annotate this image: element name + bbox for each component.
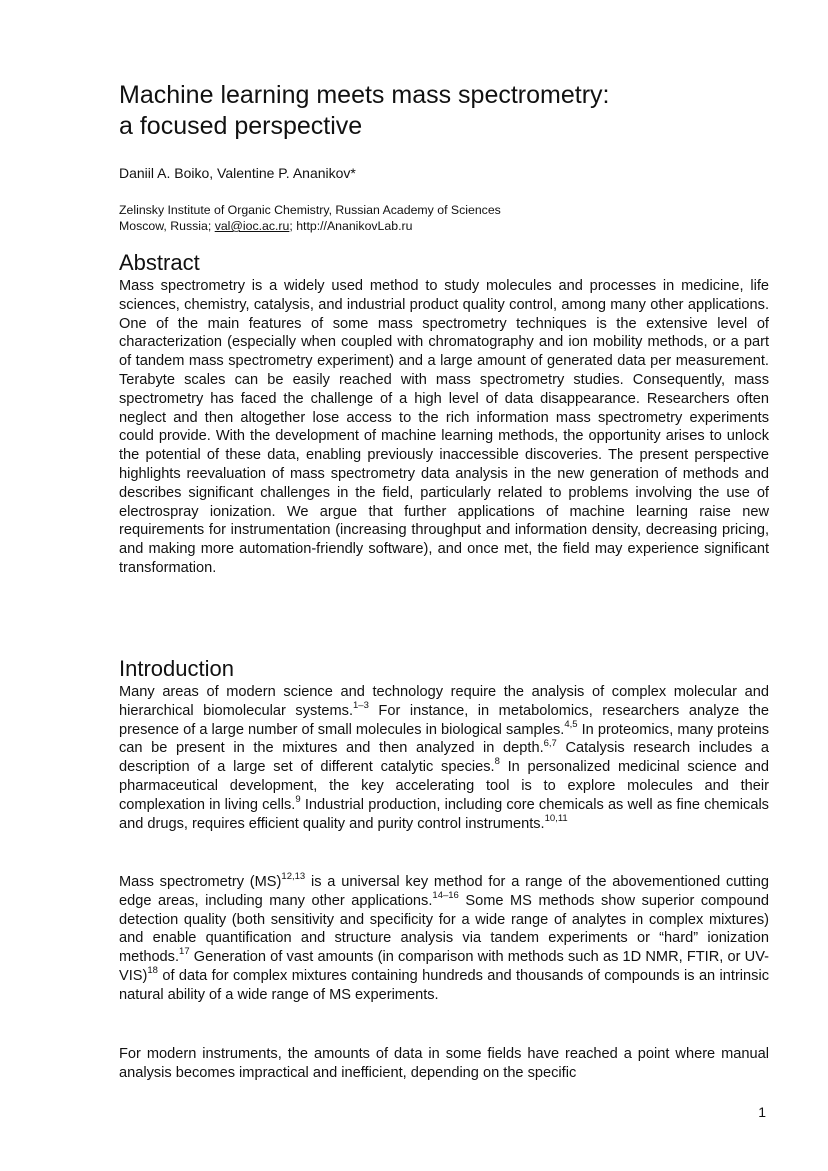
citation-ref: 14–16 [432,889,459,901]
citation-ref: 4,5 [564,718,578,730]
citation-ref: 12,13 [281,871,306,883]
citation-ref: 17 [179,946,190,958]
abstract-heading: Abstract [119,250,200,275]
sentence: Catalysis research includes a description of a large set of different catalytic species. [119,740,770,776]
page-number: 1 [758,1104,766,1120]
sentence: Generation of vast amounts (in comparison with methods such as 1D NMR, FTIR, or UV-VIS) [119,949,769,984]
citation-ref: 9 [295,793,301,805]
sentence: Industrial production, including core chemicals as well as fine chemicals and drugs, requires efficient quality and purity control instruments. [119,796,769,832]
affiliation [119,202,501,234]
sentence: Mass spectrometry (MS) [119,874,282,890]
introduction-paragraph-1 [119,683,769,833]
sentence: Some MS methods show superior compound detection quality (both sensitivity and specificity for a wide range of analytes in complex mixtures) and enable quantification and structure analysis via tandem experiments or “hard” ionization methods. [119,892,769,966]
citation-ref: 1–3 [353,699,369,711]
affiliation-suffix: ; http://AnanikovLab.ru [289,219,413,233]
sentence: In proteomics, many proteins can be present in the mixtures and then analyzed in depth. [119,721,769,757]
introduction-paragraph-3: For modern instruments, the amounts of data in some fields have reached a point where manual analysis becomes impractical and inefficient, depending on the specific [119,1046,769,1081]
abstract-text: Mass spectrometry is a widely used method to study molecules and processes in medicine, life sciences, chemistry, catalysis, and industrial product quality control, among many other applications. One of the main features of some mass spectrometry techniques is the extensive level of characterization (especially when coupled with chromatography and ion mobility methods, or a part of tandem mass spectrometry experiment) and a large amount of generated data per measurement. Terabyte scales can be easily reached with mass spectrometry studies. Consequently, mass spectrometry has faced the challenge of a high level of data disappearance. Researchers often neglect and then altogether lose access to the rich information mass spectrometry experiments could provide. With the development of machine learning methods, the opportunity arises to unlock the potential of these data, enabling previously inaccessible discoveries. The present perspective highlights reevaluation of mass spectrometry data analysis in the new generation of methods and describes significant challenges in the field, particularly related to problems involving the use of electrospray ionization. We argue that further applications of machine learning raise new requirements for instrumentation (increasing throughput and information density, decreasing pricing, and making more automation-friendly software), and once met, the field may experience significant transformation. [119,278,769,576]
title-line-1: Machine learning meets mass spectrometry: [119,81,610,109]
introduction-paragraph-2 [119,873,769,1005]
sentence: For instance, in metabolomics, researchers analyze the presence of a large number of small molecules in biological samples. [119,702,770,738]
sentence: In personalized medicinal science and pharmaceutical development, the key accelerating tool is to explore molecules and their complexation in living cells. [119,759,769,813]
citation-ref: 10,11 [544,812,568,824]
title-line-2: a focused perspective [119,112,363,140]
affiliation-line-1: Zelinsky Institute of Organic Chemistry, Russian Academy of Sciences [119,203,501,217]
paper-title [119,80,769,142]
sentence: Many areas of modern science and technology require the analysis of complex molecular and hierarchical biomolecular systems. [119,684,769,719]
introduction-heading: Introduction [119,656,234,681]
author-list: Daniil A. Boiko, Valentine P. Ananikov* [119,165,356,181]
sentence: of data for complex mixtures containing hundreds and thousands of compounds is an intrinsic natural ability of a wide range of MS experiments. [119,967,769,1003]
sentence: is a universal key method for a range of the abovementioned cutting edge areas, including many other applications. [119,874,769,909]
citation-ref: 6,7 [543,737,557,749]
email-link[interactable]: val@ioc.ac.ru [214,219,290,233]
affiliation-prefix: Moscow, Russia; [119,219,215,233]
citation-ref: 8 [494,756,500,768]
citation-ref: 18 [147,965,158,977]
